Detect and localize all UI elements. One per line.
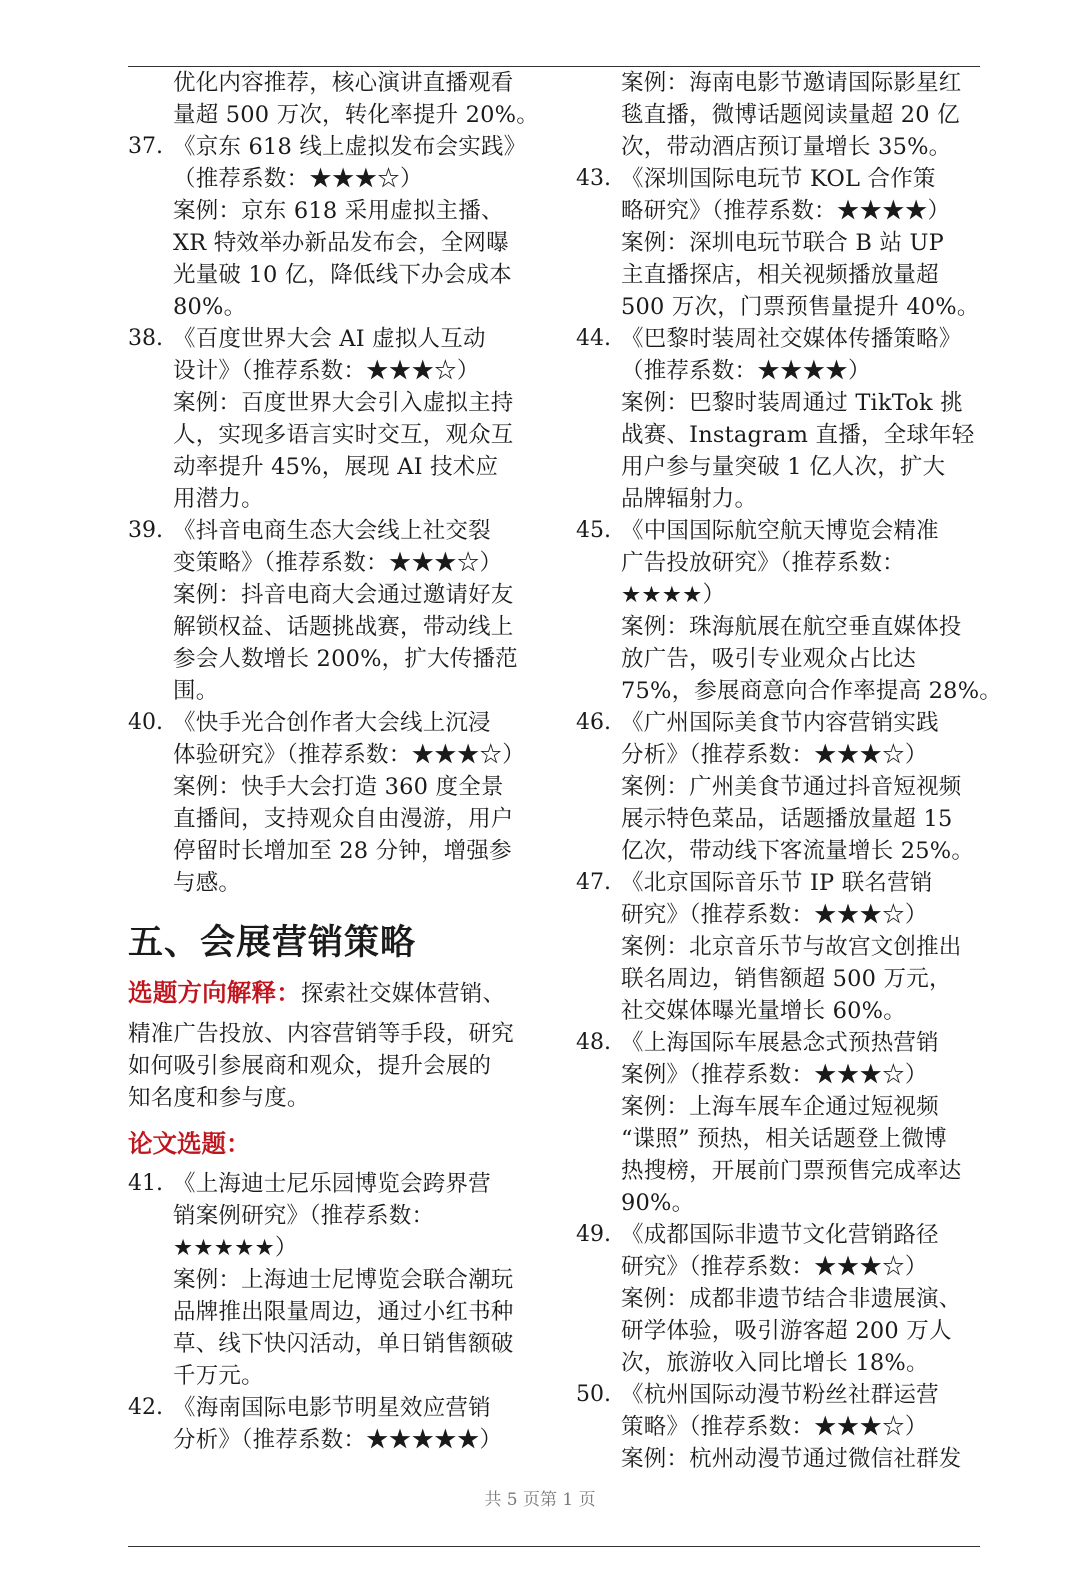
- text-line: 次，带动酒店预订量增长 35%。: [621, 134, 952, 160]
- list-item: [576, 323, 1006, 515]
- left-column: [128, 67, 553, 1456]
- list-item: [128, 323, 553, 515]
- text-line: ★★★★★）: [173, 1235, 298, 1261]
- list-item: [128, 515, 553, 707]
- text-line: 光量破 10 亿，降低线下办会成本: [173, 262, 512, 288]
- list-item: [128, 131, 553, 323]
- item-number: 50.: [576, 1382, 611, 1407]
- text-line: 案例：珠海航展在航空垂直媒体投: [621, 614, 962, 640]
- text-line: 案例：京东 618 采用虚拟主播、: [173, 198, 504, 224]
- right-column: [576, 67, 1006, 1475]
- text-line: 与感。: [173, 870, 242, 896]
- text-line: 千万元。: [173, 1363, 264, 1389]
- text-line: 展示特色菜品，话题播放量超 15: [621, 806, 953, 832]
- item-number: 43.: [576, 166, 611, 191]
- text-line: 策略》（推荐系数：★★★☆）: [621, 1414, 928, 1440]
- item-number: 48.: [576, 1030, 611, 1055]
- text-line: 案例：深圳电玩节联合 B 站 UP: [621, 230, 944, 256]
- text-line: 《北京国际音乐节 IP 联名营销: [621, 870, 933, 896]
- text-line: 研学体验，吸引游客超 200 万人: [621, 1318, 952, 1344]
- text-line: 体验研究》（推荐系数：★★★☆）: [173, 742, 525, 768]
- section-title: 五、会展营销策略: [128, 923, 417, 963]
- text-line: （推荐系数：★★★☆）: [173, 166, 423, 192]
- list-item: [576, 1219, 1006, 1379]
- text-line: 《海南国际电影节明星效应营销: [173, 1395, 491, 1421]
- left-top-continuation: [173, 67, 553, 131]
- text-line: 量超 500 万次，转化率提升 20%。: [173, 102, 539, 128]
- item-number: 38.: [128, 326, 163, 351]
- text-line: 品牌辐射力。: [621, 486, 758, 512]
- text-line: 主直播探店，相关视频播放量超: [621, 262, 939, 288]
- text-line: 围。: [173, 678, 219, 704]
- text-span: 探索社交媒体营销、: [300, 981, 506, 1007]
- text-line: 知名度和参与度。: [128, 1085, 310, 1111]
- text-line: 毯直播，微博话题阅读量超 20 亿: [621, 102, 960, 128]
- item-number: 41.: [128, 1171, 163, 1196]
- text-line: 75%，参展商意向合作率提高 28%。: [621, 678, 1002, 704]
- papers-label: 论文选题：: [128, 1129, 251, 1158]
- text-line: 《百度世界大会 AI 虚拟人互动: [173, 326, 486, 352]
- text-line: 《快手光合创作者大会线上沉浸: [173, 710, 491, 736]
- list-item: [128, 1168, 553, 1392]
- page-footer: 共 5 页第 1 页: [484, 1490, 596, 1510]
- text-line: 《广州国际美食节内容营销实践: [621, 710, 939, 736]
- list-item: [576, 1379, 1006, 1475]
- text-line: 放广告，吸引专业观众占比达: [621, 646, 917, 672]
- text-line: 亿次，带动线下客流量增长 25%。: [621, 838, 975, 864]
- text-line: 联名周边，销售额超 500 万元，: [621, 966, 952, 992]
- list-item: [576, 515, 1006, 707]
- text-line: 变策略》（推荐系数：★★★☆）: [173, 550, 503, 576]
- list-item: [576, 867, 1006, 1027]
- text-line: 社交媒体曝光量增长 60%。: [621, 998, 906, 1024]
- item-number: 40.: [128, 710, 163, 735]
- text-line: 用户参与量突破 1 亿人次，扩大: [621, 454, 946, 480]
- text-line: 案例：海南电影节邀请国际影星红: [621, 70, 962, 96]
- item-number: 39.: [128, 518, 163, 543]
- text-line: 动率提升 45%，展现 AI 技术应: [173, 454, 499, 480]
- text-line: 500 万次，门票预售量提升 40%。: [621, 294, 980, 320]
- text-line: 广告投放研究》（推荐系数：: [621, 550, 905, 576]
- text-line: 研究》（推荐系数：★★★☆）: [621, 902, 928, 928]
- text-line: 直播间，支持观众自由漫游，用户: [173, 806, 514, 832]
- text-line: 设计》（推荐系数：★★★☆）: [173, 358, 480, 384]
- text-line: 案例：百度世界大会引入虚拟主持: [173, 390, 514, 416]
- item-number: 46.: [576, 710, 611, 735]
- item-number: 47.: [576, 870, 611, 895]
- text-line: “谍照” 预热，相关话题登上微博: [621, 1126, 947, 1152]
- text-line: （推荐系数：★★★★）: [621, 358, 871, 384]
- text-line: 《抖音电商生态大会线上社交裂: [173, 518, 491, 544]
- text-line: 用潜力。: [173, 486, 264, 512]
- text-line: 案例》（推荐系数：★★★☆）: [621, 1062, 928, 1088]
- text-line: 解锁权益、话题挑战赛，带动线上: [173, 614, 514, 640]
- text-line: 《京东 618 线上虚拟发布会实践》: [173, 134, 527, 160]
- text-line: 《中国国际航空航天博览会精准: [621, 518, 939, 544]
- text-line: 分析》（推荐系数：★★★★★）: [173, 1427, 503, 1453]
- text-line: 如何吸引参展商和观众，提升会展的: [128, 1053, 492, 1079]
- text-line: 案例：杭州动漫节通过微信社群发: [621, 1446, 962, 1472]
- text-line: 停留时长增加至 28 分钟，增强参: [173, 838, 512, 864]
- footer-rule: [128, 1546, 980, 1547]
- text-line: 优化内容推荐，核心演讲直播观看: [173, 70, 514, 96]
- text-line: XR 特效举办新品发布会，全网曝: [173, 230, 509, 256]
- text-line: 案例：抖音电商大会通过邀请好友: [173, 582, 514, 608]
- item-number: 49.: [576, 1222, 611, 1247]
- text-line: 热搜榜，开展前门票预售完成率达: [621, 1158, 962, 1184]
- text-line: 80%。: [173, 294, 247, 320]
- item-number: 44.: [576, 326, 611, 351]
- text-line: 精准广告投放、内容营销等手段，研究: [128, 1021, 514, 1047]
- item-number: 42.: [128, 1395, 163, 1420]
- right-top-continuation: [621, 67, 1006, 163]
- list-item: [576, 163, 1006, 323]
- list-item: [128, 1392, 553, 1456]
- text-line: 案例：巴黎时装周通过 TikTok 挑: [621, 390, 963, 416]
- text-line: 《成都国际非遗节文化营销路径: [621, 1222, 939, 1248]
- text-line: 案例：成都非遗节结合非遗展演、: [621, 1286, 962, 1312]
- text-line: 参会人数增长 200%，扩大传播范: [173, 646, 518, 672]
- list-item: [576, 1027, 1006, 1219]
- text-line: 《上海迪士尼乐园博览会跨界营: [173, 1171, 491, 1197]
- text-line: 《巴黎时装周社交媒体传播策略》: [621, 326, 962, 352]
- text-line: 案例：北京音乐节与故宫文创推出: [621, 934, 962, 960]
- text-line: 案例：上海迪士尼博览会联合潮玩: [173, 1267, 514, 1293]
- text-line: 《杭州国际动漫节粉丝社群运营: [621, 1382, 939, 1408]
- text-line: 草、线下快闪活动，单日销售额破: [173, 1331, 514, 1357]
- text-line: 略研究》（推荐系数：★★★★）: [621, 198, 951, 224]
- explanation-label: 选题方向解释：: [128, 978, 301, 1007]
- text-line: 案例：上海车展车企通过短视频: [621, 1094, 939, 1120]
- text-line: 90%。: [621, 1190, 695, 1216]
- list-item: [128, 707, 553, 899]
- text-line: 销案例研究》（推荐系数：: [173, 1203, 435, 1229]
- explanation-paragraph: [128, 975, 553, 1114]
- list-item: [576, 707, 1006, 867]
- text-line: 案例：广州美食节通过抖音短视频: [621, 774, 962, 800]
- text-line: 分析》（推荐系数：★★★☆）: [621, 742, 928, 768]
- text-line: 《深圳国际电玩节 KOL 合作策: [621, 166, 936, 192]
- text-line: 品牌推出限量周边，通过小红书种: [173, 1299, 514, 1325]
- text-line: 次，旅游收入同比增长 18%。: [621, 1350, 929, 1376]
- text-line: 《上海国际车展悬念式预热营销: [621, 1030, 939, 1056]
- text-line: 案例：快手大会打造 360 度全景: [173, 774, 504, 800]
- text-line: 战赛、Instagram 直播，全球年轻: [621, 422, 975, 448]
- text-line: 研究》（推荐系数：★★★☆）: [621, 1254, 928, 1280]
- text-line: [128, 975, 553, 1012]
- item-number: 37.: [128, 134, 163, 159]
- text-line: ★★★★）: [621, 582, 726, 608]
- text-line: 人，实现多语言实时交互，观众互: [173, 422, 514, 448]
- item-number: 45.: [576, 518, 611, 543]
